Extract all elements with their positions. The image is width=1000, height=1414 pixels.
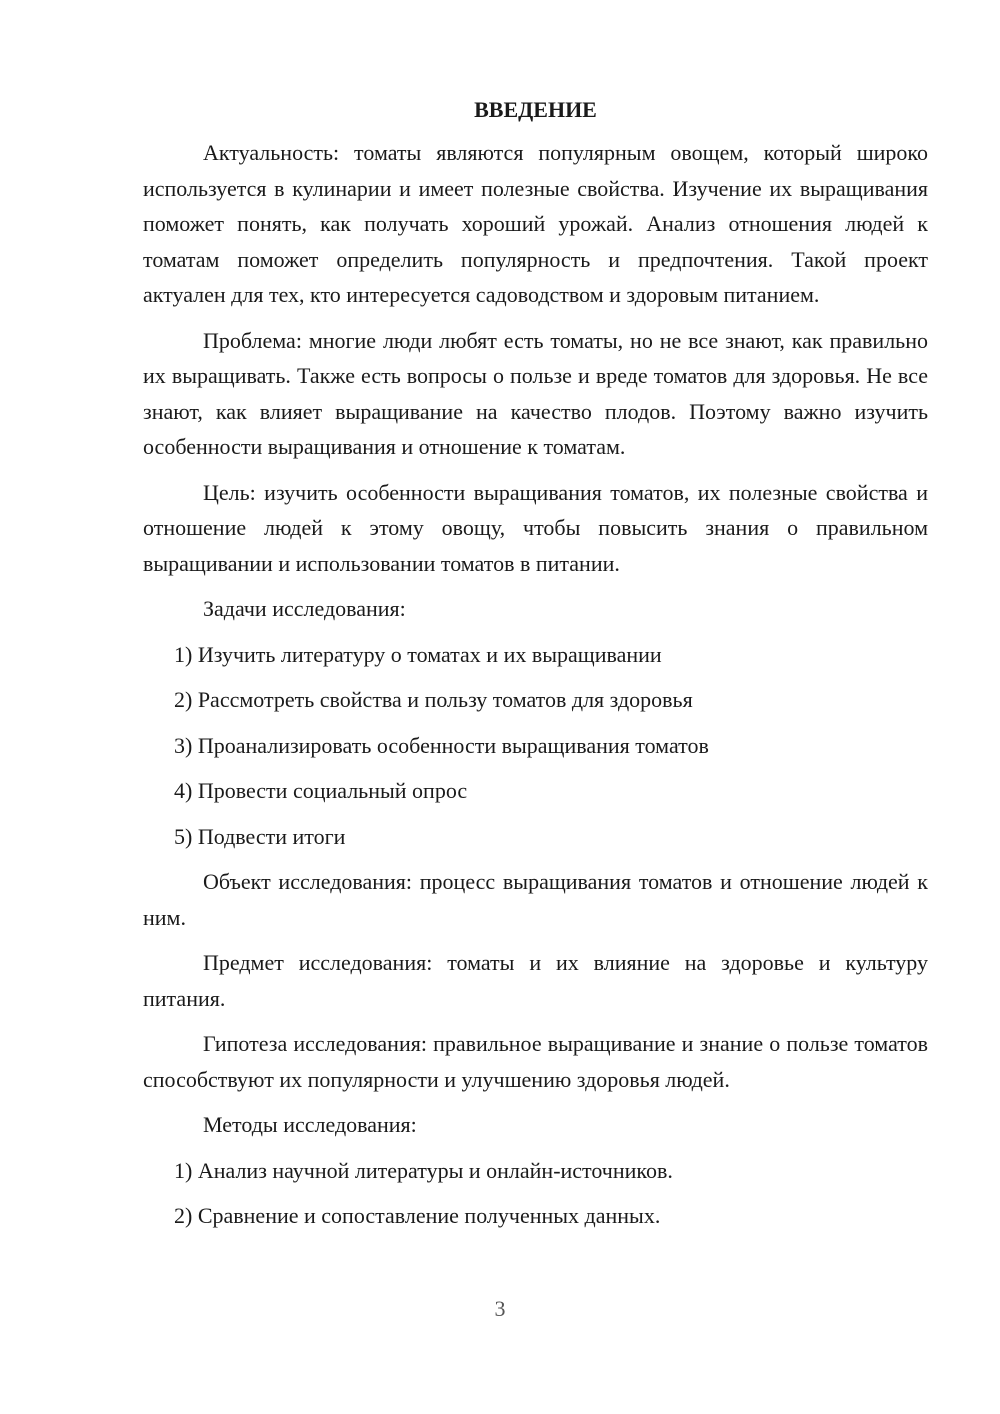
- paragraph-hypothesis: Гипотеза исследования: правильное выращивание и знание о пользе томатов способствуют их популярности и улучшению здоровья людей.: [143, 1031, 928, 1092]
- method-item-1: 1) Анализ научной литературы и онлайн-источников.: [174, 1157, 673, 1183]
- method-item-2: 2) Сравнение и сопоставление полученных данных.: [174, 1203, 661, 1228]
- paragraph-subject: Предмет исследования: томаты и их влияние на здоровье и культуру питания.: [143, 950, 928, 1011]
- task-item-2: 2) Рассмотреть свойства и пользу томатов для здоровья: [174, 687, 693, 712]
- paragraph-problem: Проблема: многие люди любят есть томаты, но не все знают, как правильно их выращивать. Также есть вопросы о пользе и вреде томатов для здоровья. Не все знают, как влияет выращивание на качество плодов. Поэтому важно изучить особенности выращивания и отношение к томатам.: [143, 327, 928, 459]
- task-item-5: 5) Подвести итоги: [174, 823, 346, 849]
- task-item-3: 3) Проанализировать особенности выращивания томатов: [174, 732, 709, 758]
- page-number: 3: [494, 1296, 506, 1321]
- task-item-4: 4) Провести социальный опрос: [174, 778, 468, 803]
- paragraph-relevance: Актуальность: томаты являются популярным овощем, который широко используется в кулинарии и имеет полезные свойства. Изучение их выращивания поможет понять, как получать хороший урожай. Анализ отношения людей к томатам поможет определить популярность и предпочтения. Такой проект актуален для тех, кто интересуется садоводством и здоровым питанием.: [143, 140, 928, 307]
- paragraph-goal: Цель: изучить особенности выращивания томатов, их полезные свойства и отношение людей к этому овощу, чтобы повысить знания о правильном выращивании и использовании томатов в питании.: [143, 479, 928, 576]
- document-page: [143, 92, 928, 1244]
- paragraph-object: Объект исследования: процесс выращивания томатов и отношение людей к ним.: [143, 869, 928, 930]
- tasks-title: Задачи исследования:: [203, 596, 406, 621]
- methods-title: Методы исследования:: [203, 1112, 417, 1137]
- task-item-1: 1) Изучить литературу о томатах и их выращивании: [174, 641, 662, 667]
- section-heading: ВВЕДЕНИЕ: [474, 97, 597, 122]
